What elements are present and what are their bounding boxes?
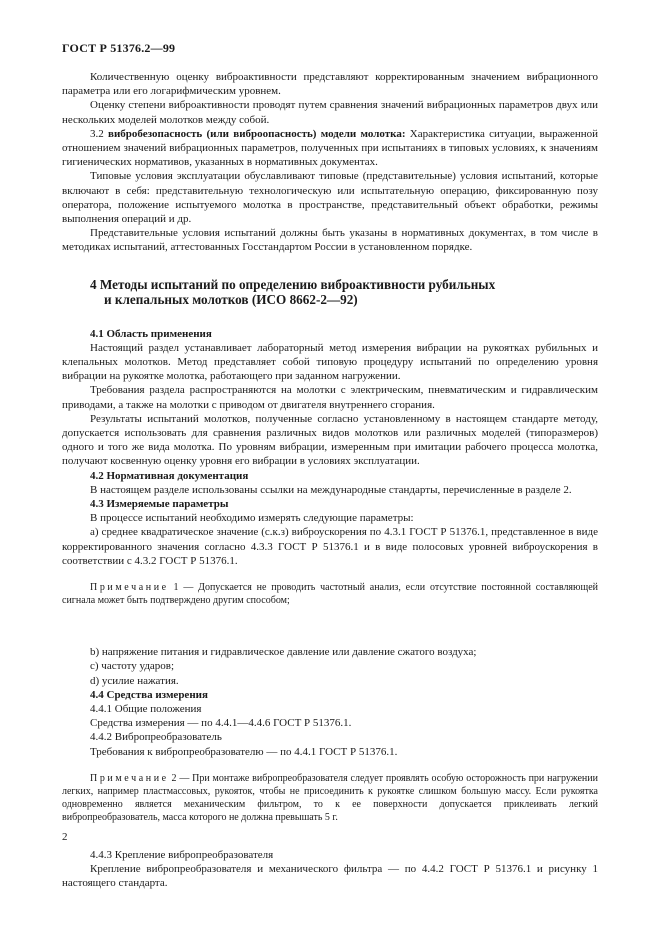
note [62, 581, 598, 607]
note-text: 2 — При монтаже вибропреобразователя следует проявлять особую осторожность при нагружении легких, например пластмассовых, рукояток, чтобы не присоединить к рукоятке слишком большую массу. Если рукоятка одновременно является механическим фильтром, то к ее поверхности допускается приклеивать легкий вибропреобразователь, масса которого не должна превышать 5 г. [62, 772, 598, 823]
clause-heading: 4.4.3 Крепление вибропреобразователя [90, 848, 274, 861]
note-label: Примечание [90, 582, 169, 594]
note-label: Примечание [90, 772, 169, 784]
paragraph: Средства измерения — по 4.4.1—4.4.6 ГОСТ Р 51376.1. [90, 717, 352, 730]
paragraph: Представительные условия испытаний должны быть указаны в нормативных документах, в том числе в методиках испытаний, аттестованных Госстандартом России в установленном порядке. [62, 227, 598, 254]
document-header: ГОСТ Р 51376.2—99 [62, 41, 176, 55]
subsection-title: 4.4 Средства измерения [90, 688, 208, 701]
paragraph: Оценку степени виброактивности проводят путем сравнения значений вибрационных параметров двух или нескольких моделей молотков между собой. [62, 99, 598, 126]
paragraph: Требования раздела распространяются на молотки с электрическим, пневматическим и гидравлическим приводами, а также на молотки с приводом от двигателя внутреннего сгорания. [62, 384, 598, 411]
list-item: d) усилие нажатия. [90, 674, 179, 687]
paragraph: Результаты испытаний молотков, полученные согласно установленному в настоящем стандарте методу, допускается использовать для сравнения различных видов молотков или различных моделей (типоразмеров) одного и того же вида молотка. По уровням вибрации, измеренным при имитации рабочего процесса молотка, получают косвенную оценку уровня его вибрации в условиях эксплуатации. [62, 412, 598, 468]
subsection-title: 4.2 Нормативная документация [90, 469, 249, 482]
paragraph: Крепление вибропреобразователя и механического фильтра — по 4.4.2 ГОСТ Р 51376.1 и рисунку 1 настоящего стандарта. [62, 862, 598, 890]
definition-paragraph [62, 127, 598, 170]
list-item: c) частоту ударов; [90, 660, 175, 673]
section-title [62, 277, 598, 307]
list-item: а) среднее квадратическое значение (с.к.з) виброускорения по 4.3.1 ГОСТ Р 51376.1, представленное в виде корректированного значения согласно 4.3.3 ГОСТ Р 51376.1 и в виде полосовых уровней виброускорения в соответствии с 4.3.2 ГОСТ Р 51376.1. [62, 526, 598, 567]
paragraph: Типовые условия эксплуатации обуславливают типовые (представительные) условия испытаний, которые включают в себя: представительную технологическую или испытательную операцию, фиксированную позу оператора, положение испытуемого молотка в пространстве, представительный объект обработки, режимы выполнения операций и др. [62, 170, 598, 226]
subsection-title: 4.3 Измеряемые параметры [90, 498, 229, 511]
note-text: 1 — Допускается не проводить частотный анализ, если отсутствие постоянной составляющей сигнала может быть подтверждено другим способом; [62, 582, 598, 607]
definition-text: Характеристика ситуации, выраженной отношением значений вибрационных параметров, полученных при испытаниях в типовых условиях, к значениям гигиенических нормативов, указанных в нормативных документах. [62, 127, 598, 169]
list-item: b) напряжение питания и гидравлическое давление или давление сжатого воздуха; [90, 646, 477, 659]
note [62, 772, 598, 824]
document-body [62, 70, 598, 890]
paragraph: Настоящий раздел устанавливает лабораторный метод измерения вибрации на рукоятках рубильных и клепальных молотков. Метод представляет собой типовую процедуру испытаний по определению уровня вибрации на рукоятке молотка, работающего при заданном нагружении. [62, 341, 598, 383]
clause-number: 3.2 [90, 127, 104, 140]
section-title-line2: и клепальных молотков (ИСО 8662-2—92) [104, 291, 358, 307]
paragraph: Количественную оценку виброактивности представляют корректированным значением вибрационного параметра или его логарифмическим уровнем. [62, 71, 598, 98]
page-number: 2 [62, 831, 68, 843]
subsection-title: 4.1 Область применения [90, 327, 212, 340]
section-title-line1: 4 Методы испытаний по определению виброактивности рубильных [90, 276, 496, 292]
paragraph: В процессе испытаний необходимо измерять следующие параметры: [90, 512, 414, 525]
paragraph: В настоящем разделе использованы ссылки на международные стандарты, перечисленные в разделе 2. [90, 483, 572, 496]
clause-heading: 4.4.1 Общие положения [90, 702, 202, 715]
term: вибробезопасность (или виброопасность) модели молотка: [108, 127, 406, 140]
paragraph: Требования к вибропреобразователю — по 4.4.1 ГОСТ Р 51376.1. [90, 745, 398, 758]
clause-heading: 4.4.2 Вибропреобразователь [90, 731, 222, 744]
